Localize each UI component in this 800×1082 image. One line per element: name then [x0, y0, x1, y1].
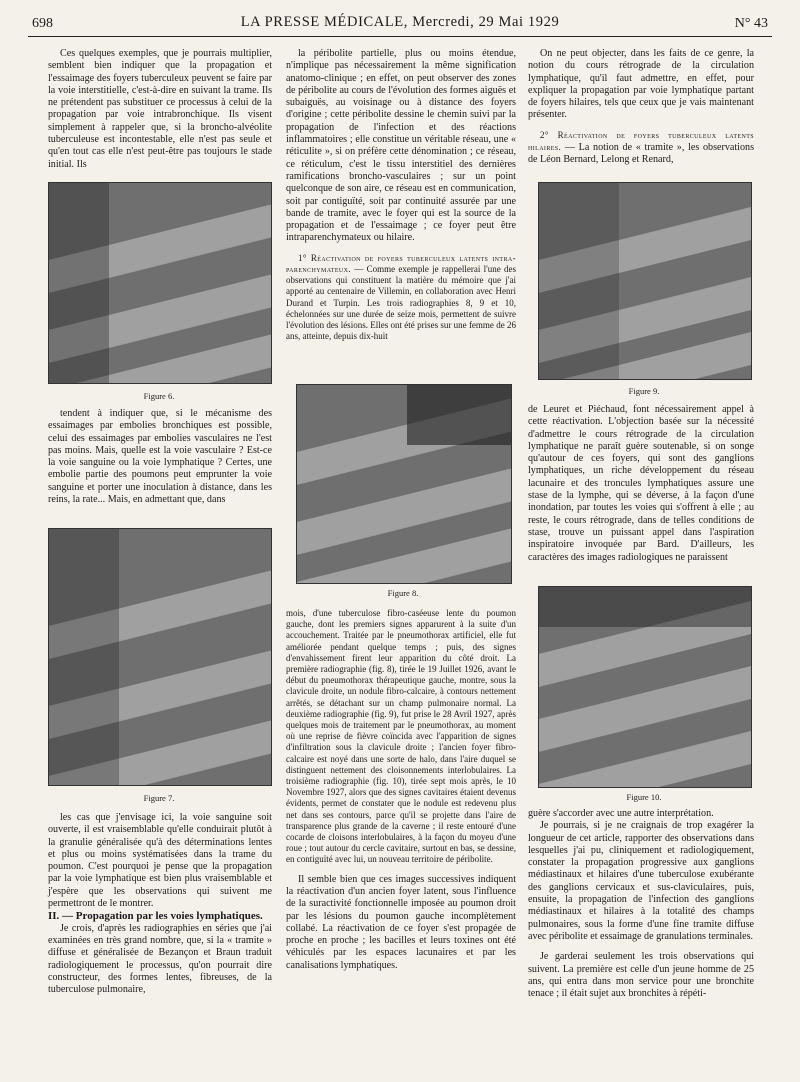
figure-8-radiograph: [296, 384, 512, 584]
paragraph: tendent à indiquer que, si le mécanisme des essaimages par embolies bronchiques est possible, celui des essaimages par embolies vasculaires ne l'est pas moins. Mais, quelle est la voie vasculaire ? Est-ce la voie sanguine ou la voie lymphatique ? Certes, une embolie partie des poumons peut emprunter la voie sanguine et porter une inoculation à distance, dans les reins, la rate... Mais, en admettant que, dans: [48, 408, 272, 506]
paragraph: Il semble bien que ces images successives indiquent la réactivation d'un ancien foyer latent, sous l'influence de la suractivité fonctionnelle imposée au poumon droit par les lésions du poumon gauche incomplètement collabé. La réactivation de ce foyer s'est propagée de proche en proche ; les bacilles et leurs toxines ont été véhiculés par les espaces lacunaires et par les canalisations lymphatiques.: [286, 873, 516, 971]
paragraph: 2° Réactivation de foyers tuberculeux latents hilaires. — La notion de « tramite », les observations de Léon Bernard, Lelong et Renard,: [528, 129, 754, 166]
figure-6-caption: Figure 6.: [143, 391, 175, 401]
figure-8-caption: Figure 8.: [387, 588, 419, 598]
header-rule: [28, 36, 772, 37]
paragraph: mois, d'une tuberculose fibro-caséeuse lente du poumon gauche, dont les premiers signes apparurent à la suite d'un accouchement. Traitée par le pneumothorax artificiel, elle fut améliorée pendant quelque temps ; puis, des signes d'envahissement firent leur apparition du côté droit. La première radiographie (fig. 8), tirée le 19 Juillet 1926, avant le début du pneumothorax thérapeutique gauche, montre, sous la clavicule droite, un nodule fibro-calcaire, à contours nettement arrêtés, se détachant sur un champ pulmonaire normal. La deuxième radiographie (fig. 9), fut prise le 28 Avril 1927, après quelques mois de traitement par le pneumothorax, au moment où une reprise de fièvre coïncida avec l'apparition de signes d'infiltration sous la clavicule droite ; l'ancien foyer fibro-calcaire est noyé dans une sorte de halo, dans l'aire duquel se distinguent nettement des cloisonnements interlobulaires. La troisième radiographie (fig. 10), tirée sept mois après, le 10 Novembre 1927, alors que des signes cavitaires étaient devenus évidents, permet de constater que le nodule est redevenu plus net dans ses contours, parce qu'il se projette dans l'aire de transparence plus grande de la caverne ; il reste entouré d'une cocarde de cloisons interlobulaires, à la façon du moyeu d'une roue ; tout autour du cercle cavitaire, surtout en bas, se dessine, en contiguïté avec lui, un nouveau territoire de péribolite.: [286, 608, 516, 865]
paragraph: guère s'accorder avec une autre interprétation.: [528, 808, 714, 819]
section-heading: II. — Propagation par les voies lymphatiques.: [48, 910, 263, 923]
right-column-mid: [528, 404, 754, 564]
middle-column-top: [286, 48, 516, 342]
issue-number: N° 43: [734, 16, 768, 31]
paragraph: 1° Réactivation de foyers tuberculeux latents intra-parenchymateux. — Comme exemple je rappellerai l'une des observations qui constituent la matière du mémoire que j'ai apporté au centenaire de Villemin, en collaboration avec Henri Durand et Turpin. Les trois radiographies 8, 9 et 10, échelonnées sur une durée de seize mois, permettent de suivre l'évolution des lésions. Elles ont été prises sur une femme de 26 ans, atteinte, depuis dix-huit: [286, 252, 516, 342]
right-column-bottom: [528, 808, 754, 1000]
page-number: 698: [32, 16, 53, 31]
paragraph: les cas que j'envisage ici, la voie sanguine soit ouverte, il est vraisemblable qu'elle conduirait plutôt à la granulie généralisée qu'à des déterminations lentes et plus ou moins systématisées dans la trame du poumon. C'est pourquoi je pense que la propagation par la voie lymphatique est bien plus vraisemblable et j'espère que les observations qui suivent me permettront de le montrer.: [48, 812, 272, 910]
middle-column-bottom: [286, 608, 516, 972]
paragraph: la péribolite partielle, plus ou moins étendue, n'implique pas nécessairement la même signification anatomo-clinique ; en effet, on peut observer des zones de péribolite au cours de l'évolution des formes aiguës et subaiguës, au voisinage ou à distance des foyers d'origine ; cette péribolite dessine le chemin suivi par la propagation de l'infection et des réactions inflammatoires ; elle constitue un véritable réseau, une « réticulite », si on préfère cette dénomination ; ce réseau, ce réticulum, c'est le tissu interstitiel des dernières ramifications broncho-vasculaires ; sur un point quelconque de son aire, ce réseau est en communication, soit par contiguïté, soit par continuité assurée par une bande de tramite, avec le foyer qui est la source de la propagation et de l'essaimage ; ce foyer peut être intraparenchymateux ou hilaire.: [286, 48, 516, 244]
paragraph: On ne peut objecter, dans les faits de ce genre, la notion du cours rétrograde de la circulation lymphatique, qu'il faut admettre, en effet, pour expliquer la propagation par voie lymphatique partant de foyers hilaires, tels que ceux que je vais maintenant présenter.: [528, 48, 754, 121]
figure-9-radiograph: [538, 182, 752, 380]
paragraph: de Leuret et Piéchaud, font nécessairement appel à cette réactivation. L'objection basée sur la nécessité d'admettre le cours rétrograde de la circulation lymphatique ne paraît guère soutenable, si on songe qu'autour de ces foyers, qui sont des ganglions lymphatiques, un riche développement du réseau lacunaire et des troncules lymphatiques assure une stase de la lymphe, qui se déverse, à la façon d'une inondation, par toutes les voies qui s'offrent à elle ; au reste, le cours rétrograde, dans de telles conditions de stase, trouve un puissant appel dans l'aspiration inspiratoire invoquée par Bard. D'ailleurs, les caractères des images radiologiques ne paraissent: [528, 404, 754, 563]
figure-7-radiograph: [48, 528, 272, 786]
right-column-top: [528, 48, 754, 167]
figure-7-caption: Figure 7.: [143, 793, 175, 803]
paragraph: Je pourrais, si je ne craignais de trop exagérer la longueur de cet article, rapporter des observations dans lesquelles j'ai pu, cliniquement et radiologiquement, constater la propagation progressive aux ganglions médiastinaux et hilaires d'une tuberculose exubérante des ganglions cervicaux et sus-claviculaires, puis, ensuite, la propagation de l'infection des ganglions médiastinaux et hilaires à la totalité des champs pulmonaires, sous la forme d'une fine tramite diffuse avec péribolite et essaimage de granulations terminales.: [528, 820, 754, 942]
journal-title: LA PRESSE MÉDICALE, Mercredi, 29 Mai 1929: [240, 14, 560, 30]
subsection-heading: 2° Réactivation de foyers tuberculeux latents hilaires.: [528, 129, 754, 153]
left-column-mid: [48, 408, 272, 506]
figure-6-radiograph: [48, 182, 272, 384]
left-column-top: [48, 48, 272, 171]
paragraph: Ces quelques exemples, que je pourrais multiplier, semblent bien indiquer que la propagation et l'essaimage des foyers tuberculeux peuvent se faire par la voie interstitielle, c'est-à-dire en suivant la trame. Ils ne prétendent pas substituer ce processus à celui de la propagation par voie intrabronchique. Ils visent simplement à rappeler que, si la broncho-alvéolite tuberculeuse est incontestable, elle n'est pas seule et qu'en tout cas elle n'est peut-être pas toujours le stade initial. Ils: [48, 48, 272, 170]
left-column-bottom: [48, 812, 272, 996]
running-header: [32, 14, 768, 34]
figure-10-radiograph: [538, 586, 752, 788]
figure-9-caption: Figure 9.: [628, 386, 660, 396]
figure-10-caption: Figure 10.: [626, 792, 662, 802]
paragraph: Je garderai seulement les trois observations qui suivent. La première est celle d'un jeune homme de 25 ans, qui entra dans mon service pour une bronchite tenace ; il était sujet aux bronchites à répéti-: [528, 951, 754, 1000]
subsection-heading: 1° Réactivation de foyers tuberculeux latents intra-parenchymateux.: [286, 252, 516, 274]
paragraph: Je crois, d'après les radiographies en séries que j'ai examinées en très grand nombre, que, si la « tramite » diffuse et généralisée de Bezançon et Braun traduit radiologiquement le processus, qu'on pourrait dire constructeur, des formes lentes, fibreuses, de la tuberculose pulmonaire,: [48, 922, 272, 996]
